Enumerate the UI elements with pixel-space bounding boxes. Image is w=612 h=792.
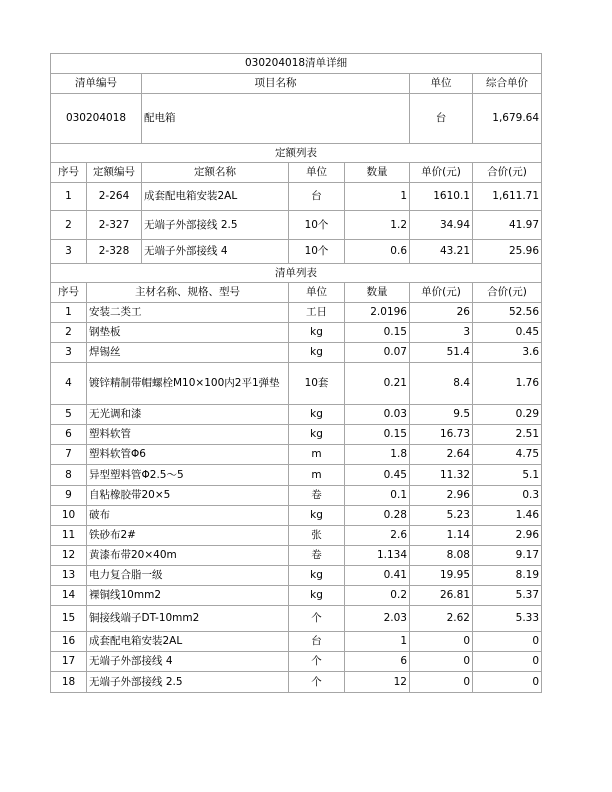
quota-header-cell: 单位 [289, 163, 345, 183]
material-cell: 异型塑料管Φ2.5～5 [87, 465, 289, 486]
material-cell: 19.95 [410, 566, 473, 586]
material-cell: 17 [51, 652, 87, 672]
material-cell: 破布 [87, 506, 289, 526]
material-cell: 0.21 [345, 363, 410, 405]
quota-cell: 1 [51, 183, 87, 211]
material-cell: 9 [51, 486, 87, 506]
material-cell: kg [289, 323, 345, 343]
material-cell: 5.1 [473, 465, 542, 486]
item-unit: 台 [410, 94, 473, 144]
material-cell: 3 [410, 323, 473, 343]
material-cell: 成套配电箱安装2AL [87, 632, 289, 652]
item-price: 1,679.64 [473, 94, 542, 144]
material-row [51, 465, 542, 486]
material-cell: 2.0196 [345, 303, 410, 323]
material-cell: 个 [289, 606, 345, 632]
material-row [51, 632, 542, 652]
table-body [51, 54, 542, 693]
material-cell: 电力复合脂一级 [87, 566, 289, 586]
material-cell: kg [289, 586, 345, 606]
quota-cell: 1 [345, 183, 410, 211]
material-cell: 0.15 [345, 425, 410, 445]
material-cell: 15 [51, 606, 87, 632]
material-cell: 7 [51, 445, 87, 465]
quota-cell: 10个 [289, 211, 345, 240]
price-header: 综合单价 [473, 74, 542, 94]
material-cell: 0 [473, 672, 542, 693]
material-cell: 镀锌精制带帽螺栓M10×100内2平1弹垫 [87, 363, 289, 405]
material-cell: 0 [473, 632, 542, 652]
quota-row [51, 211, 542, 240]
quota-cell: 1.2 [345, 211, 410, 240]
material-cell: 2.6 [345, 526, 410, 546]
material-cell: 6 [51, 425, 87, 445]
material-cell: 焊锡丝 [87, 343, 289, 363]
material-cell: 2.62 [410, 606, 473, 632]
quota-cell: 2-264 [87, 183, 142, 211]
material-cell: 0.41 [345, 566, 410, 586]
quota-header-cell: 合价(元) [473, 163, 542, 183]
material-cell: 个 [289, 652, 345, 672]
material-cell: 1 [345, 632, 410, 652]
material-cell: 8 [51, 465, 87, 486]
material-cell: 1.46 [473, 506, 542, 526]
material-cell: 0 [410, 672, 473, 693]
quota-header-row [51, 163, 542, 183]
material-cell: kg [289, 343, 345, 363]
material-cell: 0.3 [473, 486, 542, 506]
material-cell: 4 [51, 363, 87, 405]
material-cell: 无光调和漆 [87, 405, 289, 425]
material-cell: 4.75 [473, 445, 542, 465]
material-row [51, 586, 542, 606]
quota-cell: 台 [289, 183, 345, 211]
material-cell: 5 [51, 405, 87, 425]
quota-cell: 1,611.71 [473, 183, 542, 211]
material-cell: 塑料软管Φ6 [87, 445, 289, 465]
material-cell: 1.76 [473, 363, 542, 405]
material-cell: 10套 [289, 363, 345, 405]
quota-header-cell: 数量 [345, 163, 410, 183]
quota-cell: 34.94 [410, 211, 473, 240]
material-cell: 52.56 [473, 303, 542, 323]
material-cell: 2.64 [410, 445, 473, 465]
material-header-row [51, 283, 542, 303]
material-cell: 26.81 [410, 586, 473, 606]
material-cell: 无端子外部接线 2.5 [87, 672, 289, 693]
material-cell: 0 [410, 652, 473, 672]
unit-header: 单位 [410, 74, 473, 94]
quota-cell: 成套配电箱安装2AL [142, 183, 289, 211]
quota-cell: 10个 [289, 240, 345, 264]
material-cell: 16.73 [410, 425, 473, 445]
quota-cell: 41.97 [473, 211, 542, 240]
material-cell: 2.51 [473, 425, 542, 445]
material-cell: 1.14 [410, 526, 473, 546]
material-cell: 1.8 [345, 445, 410, 465]
material-cell: 1 [51, 303, 87, 323]
material-cell: 0 [410, 632, 473, 652]
material-row [51, 425, 542, 445]
material-row [51, 506, 542, 526]
material-cell: 8.19 [473, 566, 542, 586]
material-cell: 2 [51, 323, 87, 343]
material-row [51, 363, 542, 405]
material-cell: 6 [345, 652, 410, 672]
material-cell: 18 [51, 672, 87, 693]
material-cell: 0.03 [345, 405, 410, 425]
material-cell: 3 [51, 343, 87, 363]
quota-header-cell: 定额名称 [142, 163, 289, 183]
quota-cell: 43.21 [410, 240, 473, 264]
material-cell: 裸铜线10mm2 [87, 586, 289, 606]
quota-cell: 3 [51, 240, 87, 264]
material-cell: 张 [289, 526, 345, 546]
quota-header-cell: 单价(元) [410, 163, 473, 183]
material-cell: kg [289, 506, 345, 526]
material-cell: 自粘橡胶带20×5 [87, 486, 289, 506]
material-header-cell: 主材名称、规格、型号 [87, 283, 289, 303]
material-cell: 0.29 [473, 405, 542, 425]
material-cell: 黄漆布带20×40m [87, 546, 289, 566]
quota-cell: 2-328 [87, 240, 142, 264]
material-cell: 2.96 [473, 526, 542, 546]
material-cell: 26 [410, 303, 473, 323]
quota-cell: 1610.1 [410, 183, 473, 211]
material-cell: 铜接线端子DT-10mm2 [87, 606, 289, 632]
quota-cell: 无端子外部接线 4 [142, 240, 289, 264]
code-header: 清单编号 [51, 74, 142, 94]
material-cell: 51.4 [410, 343, 473, 363]
material-cell: m [289, 445, 345, 465]
material-cell: 0.07 [345, 343, 410, 363]
material-header-cell: 单价(元) [410, 283, 473, 303]
material-cell: 9.17 [473, 546, 542, 566]
material-row [51, 343, 542, 363]
material-cell: 塑料软管 [87, 425, 289, 445]
material-cell: 0.45 [345, 465, 410, 486]
material-cell: 0.15 [345, 323, 410, 343]
material-cell: 台 [289, 632, 345, 652]
material-cell: 无端子外部接线 4 [87, 652, 289, 672]
quota-cell: 2-327 [87, 211, 142, 240]
item-name: 配电箱 [142, 94, 410, 144]
material-header-cell: 单位 [289, 283, 345, 303]
material-cell: 8.08 [410, 546, 473, 566]
material-cell: 卷 [289, 546, 345, 566]
material-row [51, 303, 542, 323]
material-cell: kg [289, 405, 345, 425]
quota-row [51, 183, 542, 211]
material-cell: 3.6 [473, 343, 542, 363]
quota-header-cell: 序号 [51, 163, 87, 183]
material-cell: kg [289, 425, 345, 445]
material-cell: 工日 [289, 303, 345, 323]
material-row [51, 405, 542, 425]
detail-table [50, 53, 542, 693]
sheet-title: 030204018清单详细 [51, 54, 542, 74]
material-header-cell: 序号 [51, 283, 87, 303]
item-code: 030204018 [51, 94, 142, 144]
material-header-cell: 合价(元) [473, 283, 542, 303]
material-row [51, 486, 542, 506]
material-row [51, 652, 542, 672]
material-row [51, 606, 542, 632]
material-cell: 0.28 [345, 506, 410, 526]
material-cell: m [289, 465, 345, 486]
material-cell: kg [289, 566, 345, 586]
material-cell: 11.32 [410, 465, 473, 486]
material-cell: 14 [51, 586, 87, 606]
material-row [51, 546, 542, 566]
material-row [51, 323, 542, 343]
material-cell: 卷 [289, 486, 345, 506]
quota-cell: 0.6 [345, 240, 410, 264]
quota-header-cell: 定额编号 [87, 163, 142, 183]
quota-cell: 无端子外部接线 2.5 [142, 211, 289, 240]
material-row [51, 445, 542, 465]
name-header: 项目名称 [142, 74, 410, 94]
material-header-cell: 数量 [345, 283, 410, 303]
material-cell: 8.4 [410, 363, 473, 405]
material-cell: 5.37 [473, 586, 542, 606]
material-cell: 0.2 [345, 586, 410, 606]
material-cell: 0.45 [473, 323, 542, 343]
quota-cell: 2 [51, 211, 87, 240]
material-cell: 9.5 [410, 405, 473, 425]
material-cell: 16 [51, 632, 87, 652]
material-row [51, 526, 542, 546]
material-cell: 钢垫板 [87, 323, 289, 343]
quota-cell: 25.96 [473, 240, 542, 264]
material-cell: 12 [345, 672, 410, 693]
material-row [51, 566, 542, 586]
material-cell: 12 [51, 546, 87, 566]
material-cell: 铁砂布2# [87, 526, 289, 546]
material-cell: 13 [51, 566, 87, 586]
material-cell: 个 [289, 672, 345, 693]
quota-section-title: 定额列表 [51, 144, 542, 163]
material-cell: 11 [51, 526, 87, 546]
material-cell: 10 [51, 506, 87, 526]
material-cell: 2.03 [345, 606, 410, 632]
material-cell: 0.1 [345, 486, 410, 506]
material-section-title: 清单列表 [51, 264, 542, 283]
material-row [51, 672, 542, 693]
material-cell: 2.96 [410, 486, 473, 506]
material-cell: 1.134 [345, 546, 410, 566]
quota-row [51, 240, 542, 264]
material-cell: 0 [473, 652, 542, 672]
material-cell: 5.33 [473, 606, 542, 632]
material-cell: 安装二类工 [87, 303, 289, 323]
material-cell: 5.23 [410, 506, 473, 526]
detail-sheet [50, 53, 541, 693]
